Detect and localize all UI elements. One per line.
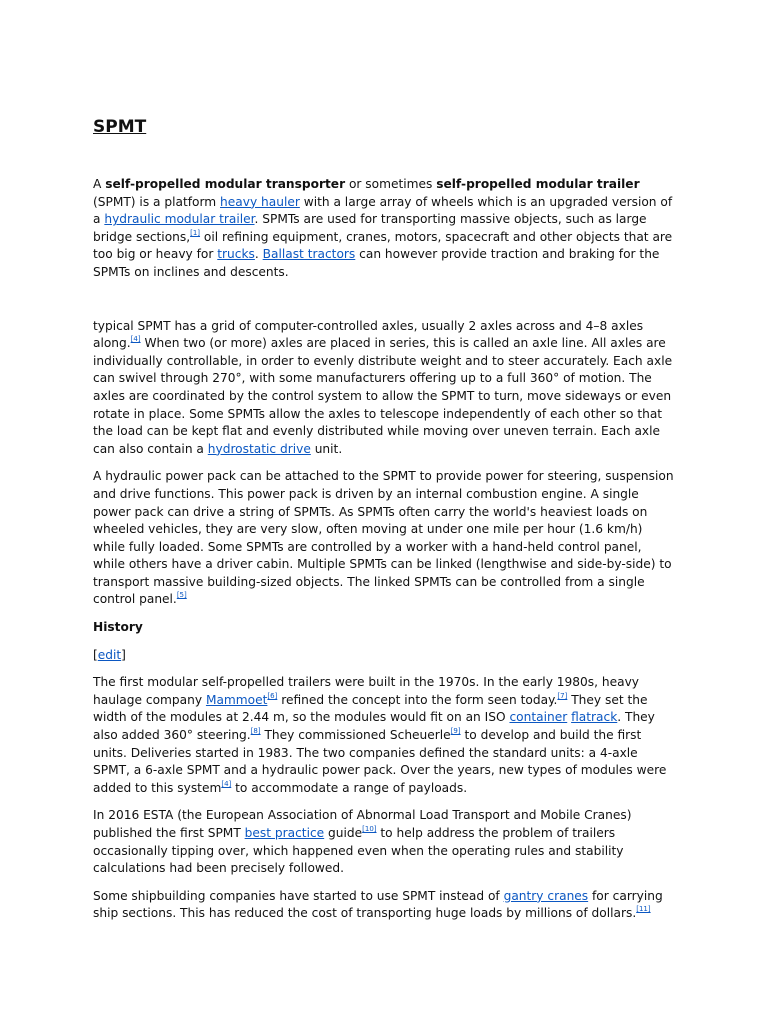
link-mammoet[interactable]: Mammoet — [205, 692, 268, 707]
edit-link[interactable]: edit — [97, 647, 122, 662]
history-text: to accommodate a range of payloads. — [231, 780, 468, 795]
citation-1 — [190, 229, 200, 237]
citation-4 — [131, 335, 141, 343]
history-paragraph-3 — [93, 888, 676, 923]
intro-text: . — [254, 247, 263, 262]
history-text: They commissioned Scheuerle — [260, 728, 451, 743]
citation-link[interactable]: [11] — [636, 905, 651, 914]
history-heading: History — [93, 620, 143, 635]
history-paragraph-2 — [93, 807, 676, 877]
link-heavy-hauler[interactable]: heavy hauler — [220, 194, 300, 209]
citation-link[interactable]: [5] — [176, 591, 187, 600]
intro-paragraph — [93, 176, 676, 282]
link-hydraulic-modular-trailer[interactable]: hydraulic modular trailer — [104, 212, 255, 227]
edit-bracket-close: ] — [121, 647, 126, 662]
intro-text: or sometimes — [345, 177, 437, 191]
link-gantry-cranes[interactable]: gantry cranes — [503, 888, 589, 903]
history-text: guide — [324, 826, 363, 840]
citation-link[interactable]: [4] — [130, 335, 141, 344]
history-text: They set the width of the modules at 2.44 m, so the modules would fit on an ISO — [93, 692, 648, 725]
citation-10 — [362, 825, 376, 833]
link-container[interactable]: container — [509, 710, 568, 725]
power-paragraph — [93, 468, 676, 609]
intro-text: with a large array of wheels which is an upgraded version of a — [93, 194, 673, 227]
link-trucks[interactable]: trucks — [217, 247, 255, 262]
term-self-propelled-modular-transporter: self-propelled modular transporter — [105, 177, 346, 191]
citation-link[interactable]: [1] — [190, 228, 201, 237]
citation-4b — [221, 780, 231, 788]
intro-text: (SPMT) is a platform — [93, 194, 221, 209]
history-text: The first modular self-propelled trailers were built in the 1970s. In the early 1980s, heavy haulage company — [93, 675, 640, 707]
power-text: A hydraulic power pack can be attached to the SPMT to provide power for steering, suspension and drive functions. This power pack is driven by an internal combustion engine. A single power pack can drive a string of SPMTs. As SPMTs often carry the world's heaviest loads on wheeled vehicles, they are very slow, often moving at under one mile per hour (1.6 km/h) while fully loaded. Some SPMTs are controlled by a worker with a hand-held control panel, while others have a driver cabin. Multiple SPMTs can be linked (lengthwise and side-by-side) to transport massive building-sized objects. The linked SPMTs can be controlled from a single control panel. — [93, 469, 674, 607]
history-paragraph-1 — [93, 674, 676, 797]
citation-link[interactable]: [8] — [250, 727, 261, 736]
intro-text: . SPMTs are used for transporting massive objects, such as large bridge sections, — [93, 212, 647, 244]
link-flatrack[interactable]: flatrack — [571, 710, 618, 725]
citation-11 — [636, 905, 650, 913]
history-text: to help address the problem of trailers occasionally tipping over, which happened even when the operating rules and stability calculations had been precisely followed. — [93, 826, 624, 876]
axles-text: typical SPMT has a grid of computer-controlled axles, usually 2 axles across and 4–8 axles along. — [93, 318, 644, 351]
intro-text: can however provide traction and braking for the SPMTs on inclines and descents. — [93, 247, 660, 279]
citation-link[interactable]: [4] — [221, 779, 232, 788]
intro-text: oil refining equipment, cranes, motors, spacecraft and other objects that are too big or heavy for — [93, 229, 673, 262]
intro-text: A — [93, 177, 106, 191]
history-text: to develop and build the first units. Deliveries started in 1983. The two companies defined the standard units: a 4-axle SPMT, a 6-axle SPMT and a hydraulic power pack. Over the years, new types of modules were added to this system — [93, 728, 667, 795]
history-text: refined the concept into the form seen today. — [277, 692, 558, 707]
citation-link[interactable]: [10] — [362, 825, 377, 833]
axles-paragraph — [93, 318, 676, 459]
citation-8 — [251, 727, 261, 735]
citation-link[interactable]: [9] — [450, 727, 461, 736]
page-title: SPMT — [93, 117, 147, 137]
axles-text: When two (or more) axles are placed in series, this is called an axle line. All axles are individually controllable, in order to evenly distribute weight and to steer accurately. Each axle can swivel through 270°, with some manufacturers offering up to a full 360° of motion. The axles are coordinated by the control system to allow the SPMT to turn, move sideways or even rotate in place. Some SPMTs allow the axles to telescope independently of each other so that the load can be kept flat and evenly distributed while moving over uneven terrain. Each axle can also contain a — [93, 336, 673, 456]
axles-text: unit. — [310, 441, 343, 456]
citation-link[interactable]: [7] — [557, 691, 568, 700]
history-text: Some shipbuilding companies have started to use SPMT instead of — [93, 888, 504, 903]
link-ballast-tractors[interactable]: Ballast tractors — [262, 247, 356, 262]
term-self-propelled-modular-trailer: self-propelled modular trailer — [436, 177, 640, 191]
edit-section-link — [93, 647, 676, 665]
citation-7 — [557, 692, 567, 700]
link-best-practice[interactable]: best practice — [244, 826, 325, 840]
citation-6 — [267, 692, 277, 700]
link-hydrostatic-drive[interactable]: hydrostatic drive — [207, 441, 311, 456]
citation-9 — [451, 727, 461, 735]
history-text: In 2016 ESTA (the European Association of Abnormal Load Transport and Mobile Cranes) published the first SPMT — [93, 808, 632, 840]
history-text: . They also added 360° steering. — [93, 710, 655, 743]
edit-bracket-open: [ — [93, 647, 98, 662]
citation-5 — [177, 591, 187, 599]
history-text: for carrying ship sections. This has reduced the cost of transporting huge loads by millions of dollars. — [93, 888, 663, 921]
citation-link[interactable]: [6] — [267, 691, 278, 700]
